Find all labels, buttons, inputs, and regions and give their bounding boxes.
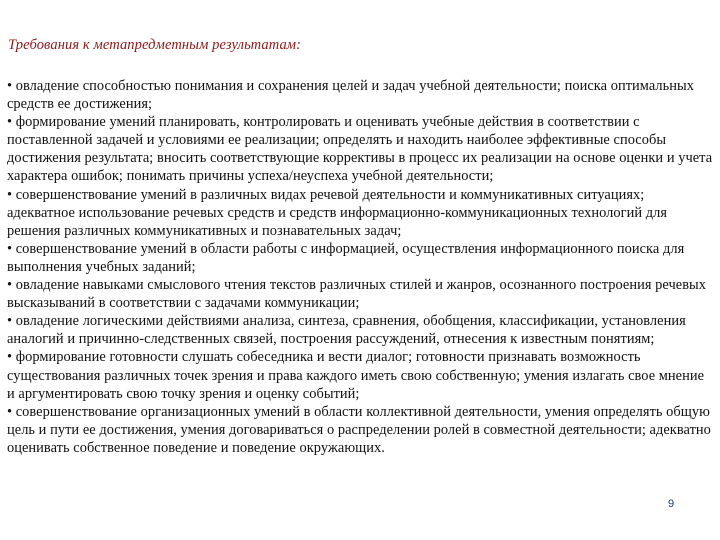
list-item: • овладение логическими действиями анализа, синтеза, сравнения, обобщения, классификации, установления аналогий и причинно-следственных связей, построения рассуждений, отнесения к известным понятиям; bbox=[7, 313, 686, 348]
slide-title: Требования к метапредметным результатам: bbox=[8, 37, 302, 53]
list-item: • формирование готовности слушать собеседника и вести диалог; готовности признавать возможность существования различных точек зрения и права каждого иметь свою собственную; умения излагать свое мнение и аргументировать свою точку зрения и оценку событий; bbox=[7, 349, 705, 402]
list-item: • формирование умений планировать, контролировать и оценивать учебные действия в соответствии с поставленной задачей и условиями ее реализации; определять и находить наиболее эффективные способы достижения результата; вносить соответствующие коррективы в процесс их реализации на основе оценки и учета характера ошибок; понимать причины успеха/неуспеха учебной деятельности; bbox=[7, 114, 713, 185]
list-item: • совершенствование умений в области работы с информацией, осуществления информационного поиска для выполнения учебных заданий; bbox=[7, 240, 685, 275]
page-number: 9 bbox=[668, 498, 675, 510]
list-item: • овладение способностью понимания и сохранения целей и задач учебной деятельности; поиска оптимальных средств ее достижения; bbox=[7, 78, 694, 113]
list-item: • совершенствование организационных умений в области коллективной деятельности, умения определять общую цель и пути ее достижения, умения договариваться о распределении ролей в совместной деятельности; адекватно оценивать собственное поведение и поведение окружающих. bbox=[7, 403, 711, 456]
requirements-list bbox=[7, 77, 715, 457]
list-item: • овладение навыками смыслового чтения текстов различных стилей и жанров, осознанного построения речевых высказываний в соответствии с задачами коммуникации; bbox=[7, 277, 707, 312]
list-item: • совершенствование умений в различных видах речевой деятельности и коммуникативных ситуациях; адекватное использование речевых средств и средств информационно-коммуникационных технологий для решения различных коммуникативных и познавательных задач; bbox=[7, 186, 667, 239]
